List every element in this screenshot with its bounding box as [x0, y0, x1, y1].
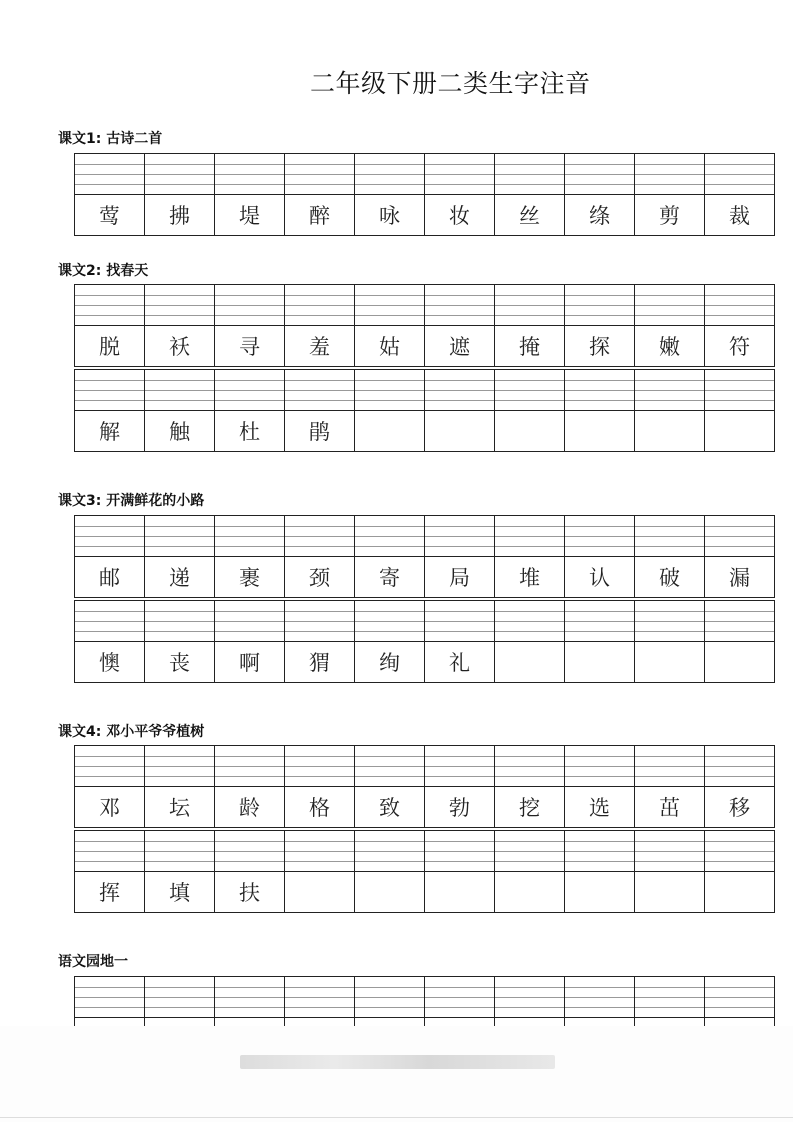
character-cell: 裹	[215, 557, 285, 600]
pinyin-cell[interactable]	[565, 746, 635, 787]
character-cell	[635, 642, 705, 683]
character-cell: 递	[145, 557, 215, 600]
pinyin-cell[interactable]	[635, 977, 705, 1018]
pinyin-cell[interactable]	[355, 829, 425, 872]
character-cell: 邮	[75, 557, 145, 600]
page-bottom-overlay	[0, 1026, 793, 1122]
character-cell	[705, 411, 775, 452]
pinyin-row	[75, 285, 775, 326]
character-cell	[495, 642, 565, 683]
pinyin-cell[interactable]	[495, 516, 565, 557]
character-cell: 填	[145, 872, 215, 913]
section-heading: 课文2: 找春天	[58, 263, 149, 279]
character-cell: 邓	[75, 787, 145, 830]
pinyin-cell[interactable]	[285, 516, 355, 557]
pinyin-cell[interactable]	[425, 599, 495, 642]
character-row	[75, 557, 775, 600]
section-heading: 课文1: 古诗二首	[58, 131, 163, 147]
pinyin-cell[interactable]	[145, 368, 215, 411]
character-cell: 杜	[215, 411, 285, 452]
character-cell: 扶	[215, 872, 285, 913]
pinyin-cell[interactable]	[425, 829, 495, 872]
character-cell: 局	[425, 557, 495, 600]
pinyin-cell[interactable]	[145, 829, 215, 872]
pinyin-row	[75, 977, 775, 1018]
pinyin-cell[interactable]	[705, 154, 775, 195]
character-cell: 醉	[285, 195, 355, 236]
character-cell: 拂	[145, 195, 215, 236]
pinyin-cell[interactable]	[75, 746, 145, 787]
character-cell: 咏	[355, 195, 425, 236]
pinyin-cell[interactable]	[285, 829, 355, 872]
character-cell: 坛	[145, 787, 215, 830]
character-cell	[565, 872, 635, 913]
character-cell: 袄	[145, 326, 215, 369]
pinyin-cell[interactable]	[145, 977, 215, 1018]
character-row	[75, 411, 775, 452]
page-title: 二年级下册二类生字注音	[310, 69, 591, 98]
pinyin-cell[interactable]	[635, 285, 705, 326]
pinyin-cell[interactable]	[355, 285, 425, 326]
section-heading: 课文4: 邓小平爷爷植树	[58, 724, 205, 740]
character-cell	[565, 411, 635, 452]
pinyin-cell[interactable]	[495, 746, 565, 787]
character-cell	[355, 872, 425, 913]
character-cell	[635, 411, 705, 452]
pinyin-cell[interactable]	[285, 285, 355, 326]
pinyin-cell[interactable]	[635, 516, 705, 557]
pinyin-grid	[74, 745, 775, 913]
character-cell: 丧	[145, 642, 215, 683]
pinyin-cell[interactable]	[705, 829, 775, 872]
pinyin-cell[interactable]	[145, 154, 215, 195]
character-row	[75, 195, 775, 236]
pinyin-cell[interactable]	[145, 599, 215, 642]
pinyin-cell[interactable]	[705, 285, 775, 326]
pinyin-cell[interactable]	[495, 599, 565, 642]
character-cell: 掩	[495, 326, 565, 369]
pinyin-cell[interactable]	[75, 599, 145, 642]
character-cell: 莺	[75, 195, 145, 236]
character-cell: 格	[285, 787, 355, 830]
pinyin-cell[interactable]	[425, 368, 495, 411]
character-cell	[495, 872, 565, 913]
character-cell: 漏	[705, 557, 775, 600]
pinyin-cell[interactable]	[215, 368, 285, 411]
pinyin-cell[interactable]	[705, 368, 775, 411]
pinyin-cell[interactable]	[145, 285, 215, 326]
pinyin-row	[75, 516, 775, 557]
pinyin-cell[interactable]	[75, 829, 145, 872]
pinyin-cell[interactable]	[565, 285, 635, 326]
character-cell	[495, 411, 565, 452]
pinyin-cell[interactable]	[355, 746, 425, 787]
character-cell: 堆	[495, 557, 565, 600]
character-cell: 剪	[635, 195, 705, 236]
character-cell	[635, 872, 705, 913]
character-row	[75, 326, 775, 369]
pinyin-cell[interactable]	[565, 829, 635, 872]
character-cell: 裁	[705, 195, 775, 236]
character-cell: 颈	[285, 557, 355, 600]
pinyin-cell[interactable]	[75, 977, 145, 1018]
character-cell: 懊	[75, 642, 145, 683]
section-heading: 语文园地一	[58, 954, 128, 970]
pinyin-row	[75, 746, 775, 787]
pinyin-cell[interactable]	[565, 599, 635, 642]
page-divider	[0, 1117, 793, 1118]
pinyin-cell[interactable]	[145, 746, 215, 787]
pinyin-cell[interactable]	[565, 977, 635, 1018]
pinyin-cell[interactable]	[215, 746, 285, 787]
character-cell: 鹃	[285, 411, 355, 452]
pinyin-row	[75, 368, 775, 411]
pinyin-cell[interactable]	[215, 829, 285, 872]
pinyin-cell[interactable]	[705, 977, 775, 1018]
pinyin-cell[interactable]	[705, 516, 775, 557]
character-cell: 选	[565, 787, 635, 830]
pinyin-cell[interactable]	[565, 368, 635, 411]
character-cell: 猬	[285, 642, 355, 683]
pinyin-cell[interactable]	[355, 154, 425, 195]
character-cell: 触	[145, 411, 215, 452]
pinyin-cell[interactable]	[495, 368, 565, 411]
pinyin-cell[interactable]	[75, 516, 145, 557]
pinyin-cell[interactable]	[355, 599, 425, 642]
blurred-footer-text	[240, 1055, 555, 1069]
pinyin-row	[75, 829, 775, 872]
character-cell	[425, 872, 495, 913]
pinyin-cell[interactable]	[75, 285, 145, 326]
pinyin-cell[interactable]	[425, 977, 495, 1018]
character-cell	[425, 411, 495, 452]
character-cell: 绚	[355, 642, 425, 683]
pinyin-cell[interactable]	[355, 516, 425, 557]
pinyin-cell[interactable]	[285, 746, 355, 787]
character-cell	[705, 642, 775, 683]
character-cell: 勃	[425, 787, 495, 830]
character-cell	[355, 411, 425, 452]
pinyin-row	[75, 599, 775, 642]
character-cell: 啊	[215, 642, 285, 683]
pinyin-grid	[74, 284, 775, 452]
pinyin-cell[interactable]	[215, 516, 285, 557]
pinyin-cell[interactable]	[75, 154, 145, 195]
character-cell: 破	[635, 557, 705, 600]
character-cell: 寄	[355, 557, 425, 600]
pinyin-cell[interactable]	[75, 368, 145, 411]
pinyin-cell[interactable]	[495, 829, 565, 872]
character-cell: 茁	[635, 787, 705, 830]
pinyin-cell[interactable]	[215, 285, 285, 326]
pinyin-cell[interactable]	[215, 977, 285, 1018]
character-cell: 解	[75, 411, 145, 452]
pinyin-cell[interactable]	[495, 977, 565, 1018]
pinyin-cell[interactable]	[355, 977, 425, 1018]
section-heading: 课文3: 开满鲜花的小路	[58, 493, 205, 509]
character-cell: 礼	[425, 642, 495, 683]
character-cell: 堤	[215, 195, 285, 236]
character-row	[75, 642, 775, 683]
character-cell: 姑	[355, 326, 425, 369]
character-cell: 挥	[75, 872, 145, 913]
character-cell: 羞	[285, 326, 355, 369]
pinyin-grid	[74, 153, 775, 236]
pinyin-cell[interactable]	[565, 516, 635, 557]
pinyin-grid	[74, 515, 775, 683]
character-cell	[565, 642, 635, 683]
character-cell: 探	[565, 326, 635, 369]
pinyin-cell[interactable]	[285, 154, 355, 195]
pinyin-row	[75, 154, 775, 195]
character-cell: 符	[705, 326, 775, 369]
pinyin-cell[interactable]	[635, 368, 705, 411]
pinyin-cell[interactable]	[425, 285, 495, 326]
character-cell: 嫩	[635, 326, 705, 369]
pinyin-cell[interactable]	[285, 599, 355, 642]
character-cell: 龄	[215, 787, 285, 830]
pinyin-cell[interactable]	[285, 977, 355, 1018]
pinyin-cell[interactable]	[705, 599, 775, 642]
character-cell: 认	[565, 557, 635, 600]
pinyin-cell[interactable]	[425, 516, 495, 557]
character-cell: 绦	[565, 195, 635, 236]
pinyin-cell[interactable]	[355, 368, 425, 411]
pinyin-cell[interactable]	[635, 746, 705, 787]
character-cell: 脱	[75, 326, 145, 369]
pinyin-cell[interactable]	[495, 285, 565, 326]
character-row	[75, 872, 775, 913]
character-cell: 妆	[425, 195, 495, 236]
pinyin-cell[interactable]	[635, 829, 705, 872]
character-cell: 移	[705, 787, 775, 830]
pinyin-cell[interactable]	[635, 599, 705, 642]
pinyin-cell[interactable]	[495, 154, 565, 195]
character-cell: 寻	[215, 326, 285, 369]
pinyin-cell[interactable]	[705, 746, 775, 787]
pinyin-cell[interactable]	[285, 368, 355, 411]
character-cell: 遮	[425, 326, 495, 369]
pinyin-cell[interactable]	[635, 154, 705, 195]
pinyin-cell[interactable]	[215, 599, 285, 642]
pinyin-cell[interactable]	[215, 154, 285, 195]
character-row	[75, 787, 775, 830]
pinyin-cell[interactable]	[145, 516, 215, 557]
character-cell	[285, 872, 355, 913]
pinyin-cell[interactable]	[425, 746, 495, 787]
character-cell: 丝	[495, 195, 565, 236]
pinyin-cell[interactable]	[425, 154, 495, 195]
character-cell: 致	[355, 787, 425, 830]
character-cell: 挖	[495, 787, 565, 830]
character-cell	[705, 872, 775, 913]
pinyin-cell[interactable]	[565, 154, 635, 195]
